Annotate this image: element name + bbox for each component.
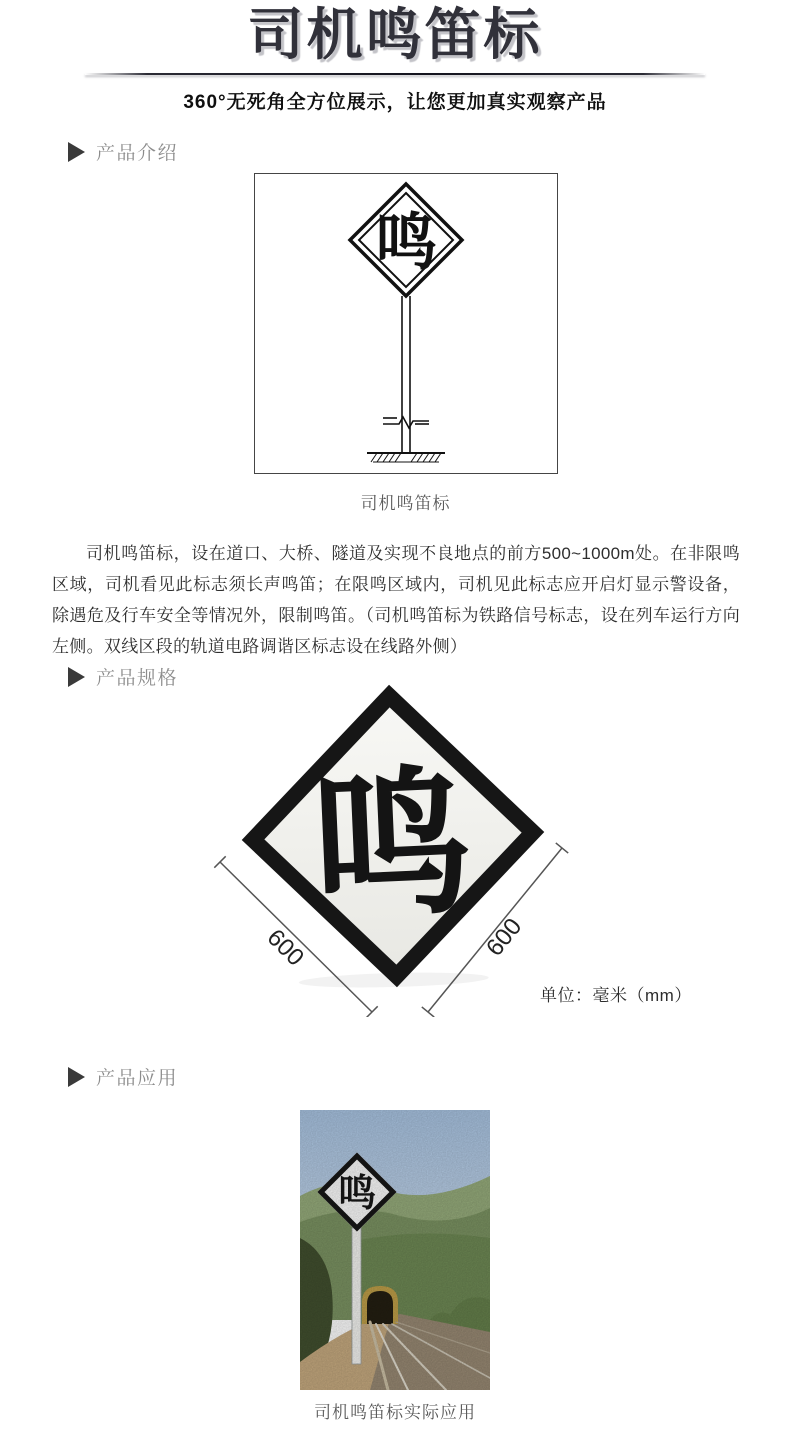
section-label: 产品应用	[96, 1068, 179, 1089]
photo-grain-overlay	[300, 1110, 490, 1390]
page-title: 司机鸣笛标	[247, 3, 543, 66]
unit-label: 单位：毫米（mm）	[540, 986, 692, 1005]
section-header-intro	[68, 138, 178, 165]
section-header-application	[68, 1063, 178, 1090]
section-marker-triangle-icon	[68, 142, 85, 162]
diagram-pole	[402, 296, 410, 453]
intro-figure-caption: 司机鸣笛标	[360, 494, 451, 513]
section-marker-triangle-icon	[68, 1067, 85, 1087]
section-label: 产品介绍	[96, 143, 179, 164]
diagram-sign-glyph: 鸣	[374, 208, 438, 278]
application-photo	[300, 1110, 490, 1390]
dimension-right-label: 600	[481, 913, 528, 962]
sign-line-drawing	[255, 174, 557, 473]
section-header-spec	[68, 663, 178, 690]
photo-sign-glyph: 鸣	[337, 1173, 377, 1215]
page-subtitle: 360°无死角全方位展示，让您更加真实观察产品	[183, 92, 607, 113]
sign-spec-figure	[185, 665, 605, 1022]
diagram-diamond-sign	[350, 184, 462, 296]
spec-sign-glyph: 鸣	[307, 752, 476, 938]
dimension-left-label: 600	[261, 923, 310, 972]
title-divider	[85, 73, 705, 75]
application-photo-figure	[300, 1110, 490, 1395]
sign-line-drawing-figure	[254, 173, 558, 474]
diagram-ground-hatch	[367, 453, 445, 462]
section-marker-triangle-icon	[68, 667, 85, 687]
product-description: 司机鸣笛标，设在道口、大桥、隧道及实现不良地点的前方500~1000m处。在非限鸣区域，司机看见此标志须长声鸣笛；在限鸣区域内，司机见此标志应开启灯显示警设备，除遇危及行车安全等情况外，限制鸣笛。（司机鸣笛标为铁路信号标志，设在列车运行方向左侧。双线区段的轨道电路调谐区标志设在线路外侧）	[52, 544, 740, 656]
application-caption: 司机鸣笛标实际应用	[314, 1403, 476, 1422]
diagram-pole-break-icon	[383, 417, 429, 428]
sign-spec-photo	[185, 665, 605, 1017]
section-label: 产品规格	[96, 668, 179, 689]
